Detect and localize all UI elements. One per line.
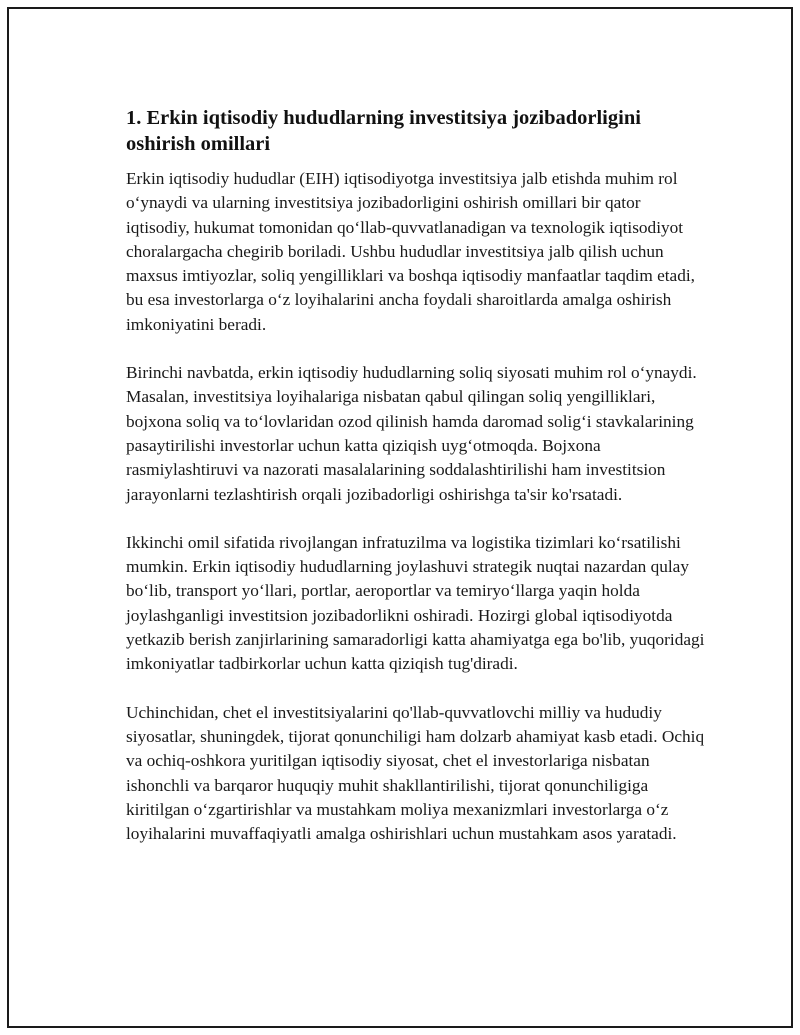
paragraph-1: Erkin iqtisodiy hududlar (EIH) iqtisodiyotga investitsiya jalb etishda muhim rol oʻynaydi va ularning investitsiya jozibadorligini oshirish omillari bir qator iqtisodiy, hukumat tomonidan qoʻllab-quvvatlanadigan va texnologik iqtisodiyot choralargacha chegirib boriladi. Ushbu hududlar investitsiya jalb qilish uchun maxsus imtiyozlar, soliq yengilliklari va boshqa iqtisodiy manfaatlar taqdim etadi, bu esa investorlarga oʻz loyihalarini ancha foydali sharoitlarda amalga oshirish imkoniyatini beradi. — [126, 169, 695, 334]
paragraph-3: Ikkinchi omil sifatida rivojlangan infratuzilma va logistika tizimlari koʻrsatilishi mumkin. Erkin iqtisodiy hududlarning joylashuvi strategik nuqtai nazardan qulay boʻlib, transport yoʻllari, portlar, aeroportlar va temiryoʻllarga yaqin holda joylashganligi investitsion jozibadorlikni oshiradi. Hozirgi global iqtisodiyotda yetkazib berish zanjirlarining samaradorligi katta ahamiyatga ega bo'lib, yuqoridagi imkoniyatlar tadbirkorlar uchun katta qiziqish tug'diradi. — [126, 532, 705, 674]
page-frame — [7, 7, 793, 1028]
paragraph-2: Birinchi navbatda, erkin iqtisodiy hududlarning soliq siyosati muhim rol oʻynaydi. Masalan, investitsiya loyihalariga nisbatan qabul qilingan soliq yengilliklari, bojxona soliq va toʻlovlaridan ozod qilinish hamda daromad soligʻi stavkalarining pasaytirilishi investorlar uchun katta qiziqish uygʻotmoqda. Bojxona rasmiylashtiruvi va nazorati masalalarining soddalashtirilishi ham investitsion jarayonlarni tezlashtirish orqali jozibadorligi oshirishga ta'sir ko'rsatadi. — [126, 363, 697, 504]
document-body — [126, 105, 706, 846]
paragraph-4: Uchinchidan, chet el investitsiyalarini qo'llab-quvvatlovchi milliy va hududiy siyosatlar, shuningdek, tijorat qonunchiligi ham dolzarb ahamiyat kasb etadi. Ochiq va ochiq-oshkora yuritilgan iqtisodiy siyosat, chet el investorlariga nisbatan ishonchli va barqaror huquqiy muhit shakllantirilishi, tijorat qonunchiligiga kiritilgan oʻzgartirishlar va mustahkam moliya mexanizmlari investorlarga oʻz loyihalarini muvaffaqiyatli amalga oshirishlari uchun mustahkam asos yaratadi. — [126, 702, 705, 844]
section-heading: 1. Erkin iqtisodiy hududlarning investitsiya jozibadorligini oshirish omillari — [126, 107, 641, 155]
